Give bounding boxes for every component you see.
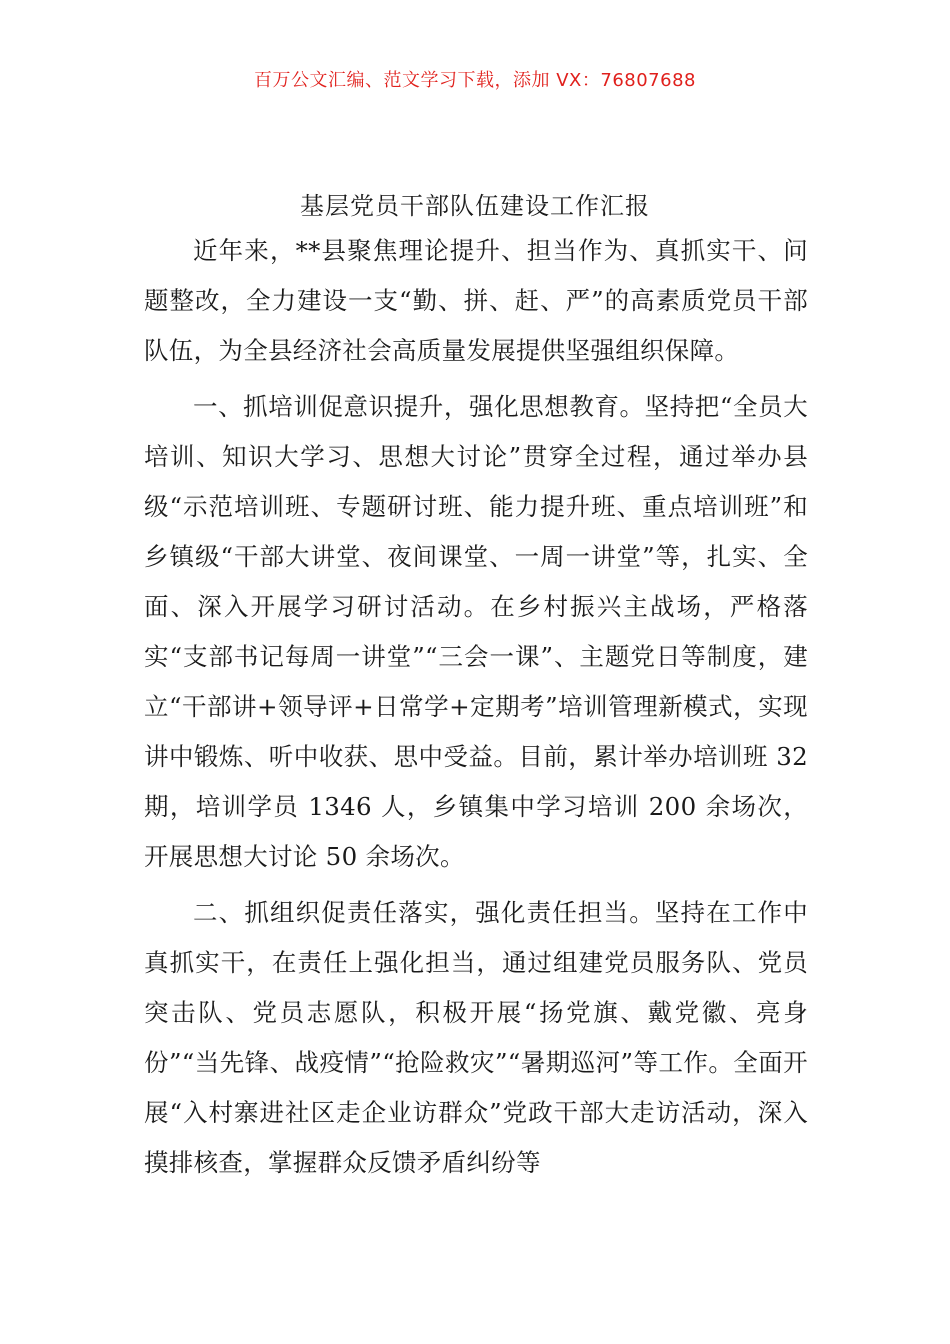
paragraph-section-2: 二、抓组织促责任落实，强化责任担当。坚持在工作中真抓实干，在责任上强化担当，通过组建党员服务队、党员突击队、党员志愿队，积极开展“扬党旗、戴党徽、亮身份”“当先锋、战疫情”“抢险救灾”“暑期巡河”等工作。全面开展“入村寨进社区走企业访群众”党政干部大走访活动，深入摸排核查，掌握群众反馈矛盾纠纷等 [144,898,808,1177]
paragraph-section-1: 一、抓培训促意识提升，强化思想教育。坚持把“全员大培训、知识大学习、思想大讨论”贯穿全过程，通过举办县级“示范培训班、专题研讨班、能力提升班、重点培训班”和乡镇级“干部大讲堂、夜间课堂、一周一讲堂”等，扎实、全面、深入开展学习研讨活动。在乡村振兴主战场，严格落实“支部书记每周一讲堂”“三会一课”、主题党日等制度，建立“干部讲+领导评+日常学+定期考”培训管理新模式，实现讲中锻炼、听中收获、思中受益。目前，累计举办培训班 32 期，培训学员 1346 人，乡镇集中学习培训 200 余场次，开展思想大讨论 50 余场次。 [144,392,808,871]
header-watermark-note: 百万公文汇编、范文学习下载，添加 VX：76807688 [254,70,696,91]
document-body [144,226,808,1194]
paragraph-intro: 近年来，**县聚焦理论提升、担当作为、真抓实干、问题整改，全力建设一支“勤、拼、赶、严”的高素质党员干部队伍，为全县经济社会高质量发展提供坚强组织保障。 [144,236,808,365]
document-title: 基层党员干部队伍建设工作汇报 [300,192,650,220]
